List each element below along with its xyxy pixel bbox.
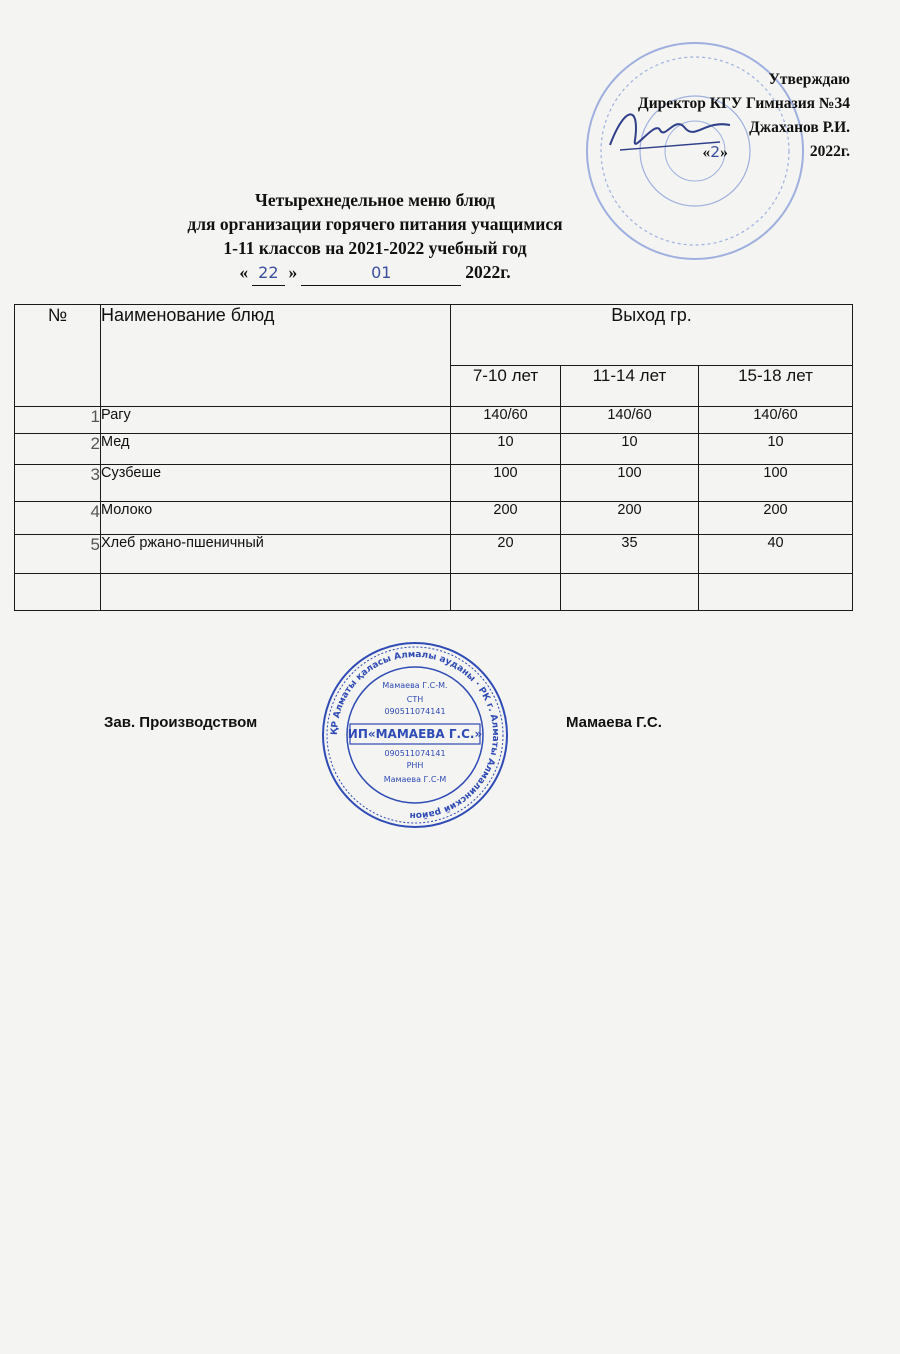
stamp-main: ИП«МАМАЕВА Г.С.» — [347, 727, 483, 741]
output-7-10: 200 — [451, 502, 561, 535]
stamp-line-6: Мамаева Г.С-М — [383, 775, 447, 784]
table-row — [15, 434, 853, 465]
header-output: Выход гр. — [451, 305, 853, 366]
row-number: 4 — [15, 502, 101, 535]
stamp-line-2: СТН — [406, 695, 424, 704]
output-15-18: 140/60 — [699, 407, 853, 434]
row-number — [15, 574, 101, 611]
output-11-14: 200 — [561, 502, 699, 535]
table-row — [15, 465, 853, 502]
table-row — [15, 407, 853, 434]
output-11-14: 140/60 — [561, 407, 699, 434]
title-date-month: 01 — [301, 261, 461, 286]
title-line-3: 1-11 классов на 2021-2022 учебный год — [223, 238, 527, 258]
header-dish-name: Наименование блюд — [101, 305, 451, 407]
header-age-7-10: 7-10 лет — [451, 366, 561, 407]
approval-date — [560, 140, 850, 165]
dish-name: Мед — [101, 434, 451, 465]
approval-heading: Утверждаю — [768, 71, 850, 88]
row-number: 5 — [15, 535, 101, 574]
header-number: № — [15, 305, 101, 407]
approval-date-close: » — [720, 144, 728, 161]
title-date-open: « — [239, 262, 249, 282]
approval-position: Директор КГУ Гимназия №34 — [638, 95, 850, 112]
output-11-14: 100 — [561, 465, 699, 502]
table-row-empty — [15, 574, 853, 611]
output-15-18: 10 — [699, 434, 853, 465]
menu-table — [14, 304, 853, 611]
stamp-line-1: Мамаева Г.С-М. — [382, 681, 448, 690]
stamp-ring-text: ҚР Алматы қаласы Алмалы ауданы · РК г. Алматы Алмалинский район — [329, 649, 501, 821]
title-date — [140, 260, 610, 286]
output-7-10: 100 — [451, 465, 561, 502]
production-head-label: Зав. Производством — [104, 714, 258, 731]
stamp-line-5: РНН — [406, 761, 424, 770]
output-15-18 — [699, 574, 853, 611]
dish-name: Сузбеше — [101, 465, 451, 502]
output-11-14: 10 — [561, 434, 699, 465]
dish-name: Молоко — [101, 502, 451, 535]
output-15-18: 200 — [699, 502, 853, 535]
dish-name: Хлеб ржано-пшеничный — [101, 535, 451, 574]
approval-name: Джаханов Р.И. — [749, 119, 850, 136]
row-number: 1 — [15, 407, 101, 434]
output-7-10: 10 — [451, 434, 561, 465]
row-number: 2 — [15, 434, 101, 465]
title-line-1: Четырехнедельное меню блюд — [255, 190, 495, 210]
output-15-18: 100 — [699, 465, 853, 502]
approval-date-day: 2 — [710, 143, 721, 161]
title-date-day: 22 — [252, 261, 284, 286]
header-age-11-14: 11-14 лет — [561, 366, 699, 407]
stamp-line-3: 090511074141 — [384, 707, 446, 716]
company-stamp-icon — [320, 640, 510, 830]
stamp-line-4: 090511074141 — [384, 749, 446, 758]
dish-name: Рагу — [101, 407, 451, 434]
production-head-name: Мамаева Г.С. — [566, 714, 662, 731]
header-age-15-18: 15-18 лет — [699, 366, 853, 407]
output-15-18: 40 — [699, 535, 853, 574]
dish-name — [101, 574, 451, 611]
title-line-2: для организации горячего питания учащимися — [187, 214, 563, 234]
table-row — [15, 535, 853, 574]
output-11-14: 35 — [561, 535, 699, 574]
document-title — [140, 188, 610, 286]
approval-date-open: « — [702, 144, 711, 161]
title-year: 2022г. — [465, 262, 511, 282]
title-date-close: » — [288, 262, 298, 282]
table-row — [15, 502, 853, 535]
row-number: 3 — [15, 465, 101, 502]
approval-year: 2022г. — [809, 143, 850, 160]
output-7-10 — [451, 574, 561, 611]
output-7-10: 20 — [451, 535, 561, 574]
output-11-14 — [561, 574, 699, 611]
approval-block — [560, 68, 850, 165]
output-7-10: 140/60 — [451, 407, 561, 434]
